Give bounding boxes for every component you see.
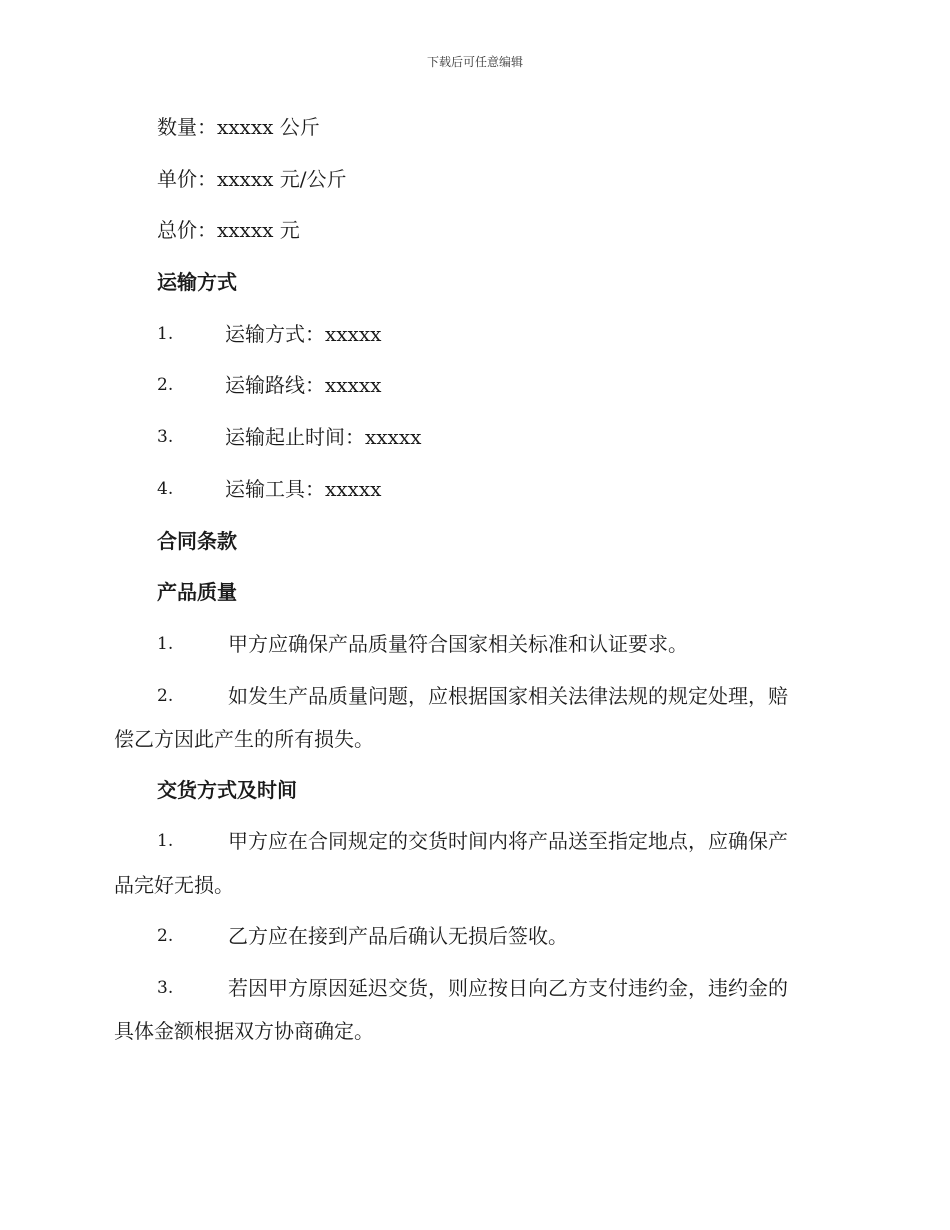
quality-item-2-continuation: 偿乙方因此产生的所有损失。 [114,727,374,751]
quality-heading: 产品质量 [157,580,237,604]
delivery-item-2-text: 乙方应在接到产品后确认无损后签收。 [228,924,568,948]
transport-item-4-text: 运输工具：xxxxx [225,477,382,501]
quality-item-1-text: 甲方应确保产品质量符合国家相关标准和认证要求。 [228,632,688,656]
transport-item-1-number: 1. [157,324,174,344]
delivery-item-1-text: 甲方应在合同规定的交货时间内将产品送至指定地点，应确保产 [228,829,788,853]
transport-heading: 运输方式 [157,270,237,294]
delivery-heading: 交货方式及时间 [157,778,297,802]
transport-item-2-text: 运输路线：xxxxx [225,373,382,397]
transport-item-4-number: 4. [157,479,174,499]
delivery-item-1-number: 1. [157,831,174,851]
page-header: 下载后可任意编辑 [426,55,523,69]
delivery-item-3-number: 3. [157,978,174,998]
delivery-item-1-continuation: 品完好无损。 [114,873,234,897]
transport-item-2-number: 2. [157,375,174,395]
contract-terms-heading: 合同条款 [157,529,237,553]
transport-item-3-number: 3. [157,427,174,447]
quality-item-2-text: 如发生产品质量问题，应根据国家相关法律法规的规定处理，赔 [228,684,788,708]
quantity-line: 数量：xxxxx 公斤 [157,115,320,139]
delivery-item-2-number: 2. [157,926,174,946]
delivery-item-3-continuation: 具体金额根据双方协商确定。 [114,1019,374,1043]
transport-item-3-text: 运输起止时间：xxxxx [225,425,422,449]
quality-item-2-number: 2. [157,686,174,706]
transport-item-1-text: 运输方式：xxxxx [225,322,382,346]
unit-price-line: 单价：xxxxx 元/公斤 [157,167,347,191]
delivery-item-3-text: 若因甲方原因延迟交货，则应按日向乙方支付违约金，违约金的 [228,976,788,1000]
total-price-line: 总价：xxxxx 元 [157,218,300,242]
quality-item-1-number: 1. [157,634,174,654]
